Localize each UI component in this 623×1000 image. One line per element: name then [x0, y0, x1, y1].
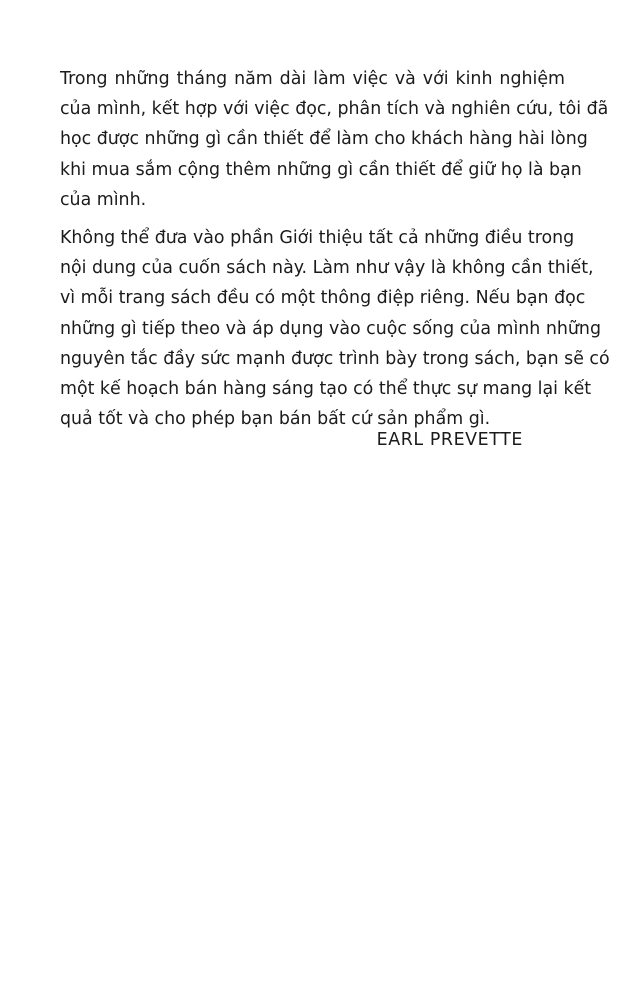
- text-line: khi mua sắm cộng thêm những gì cần thiết để giữ họ là bạn: [60, 159, 582, 180]
- text-line: của mình.: [60, 189, 147, 210]
- text-line: quả tốt và cho phép bạn bán bất cứ sản phẩm gì.: [60, 409, 491, 430]
- text-line: của mình, kết hợp với việc đọc, phân tích và nghiên cứu, tôi đã: [60, 99, 609, 120]
- author-signature: EARL PREVETTE: [376, 430, 523, 450]
- text-line: Trong những tháng năm dài làm việc và với kinh nghiệm: [60, 69, 565, 89]
- paragraph-2: [60, 223, 610, 434]
- text-line: nội dung của cuốn sách này. Làm như vậy là không cần thiết,: [60, 258, 594, 279]
- paragraph-1: [60, 64, 609, 215]
- text-line: vì mỗi trang sách đều có một thông điệp riêng. Nếu bạn đọc: [60, 288, 586, 309]
- body-text: [60, 64, 610, 434]
- text-line: nguyên tắc đầy sức mạnh được trình bày trong sách, bạn sẽ có: [60, 348, 610, 369]
- text-line: học được những gì cần thiết để làm cho khách hàng hài lòng: [60, 129, 588, 150]
- text-line: một kế hoạch bán hàng sáng tạo có thể thực sự mang lại kết: [60, 379, 592, 400]
- text-line: những gì tiếp theo và áp dụng vào cuộc sống của mình những: [60, 318, 601, 339]
- text-line: Không thể đưa vào phần Giới thiệu tất cả những điều trong: [60, 228, 575, 249]
